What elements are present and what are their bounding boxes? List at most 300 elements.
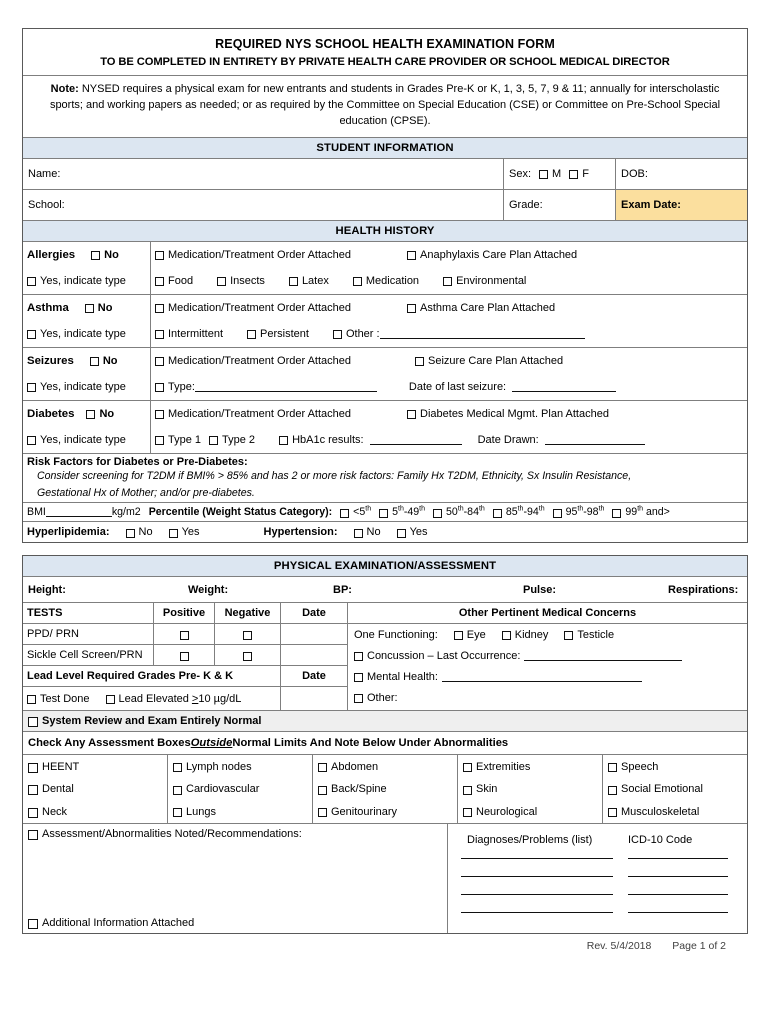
asthma-med-order-option[interactable] (155, 302, 351, 314)
mental-health-option[interactable] (354, 671, 438, 683)
assessment-item-label: Genitourinary (331, 805, 398, 818)
diagnosis-input[interactable] (453, 858, 628, 859)
checkbox-icon[interactable] (279, 436, 288, 445)
icd-input[interactable] (628, 912, 742, 913)
allergy-type-label: Food (168, 274, 194, 287)
allergies-label: Allergies (27, 248, 76, 261)
percentile-option-label: 5th-49th (392, 505, 426, 519)
seizures-label: Seizures (27, 354, 74, 367)
asthma-other-input[interactable] (380, 329, 585, 339)
page-footer (22, 940, 748, 952)
diagnoses-header (453, 828, 742, 846)
percentile-option-label: 85th-94th (505, 505, 545, 519)
note-text: NYSED requires a physical exam for new entrants and students in Grades Pre-K or K, 1, 3, 5, 7, 9 & 11; annually for interscholastic sports; and working papers as needed; or as required by the Committee on Special Education (CSE) or Committee on Pre-School Special education (CPSE). (49, 83, 721, 127)
diabetes-details (151, 427, 747, 453)
page-subtitle: TO BE COMPLETED IN ENTIRETY BY PRIVATE HEALTH CARE PROVIDER OR SCHOOL MEDICAL DIRECTOR (100, 56, 670, 68)
checkbox-icon[interactable] (173, 786, 182, 795)
dob-field[interactable] (615, 159, 747, 189)
seizures-care-plan-option[interactable] (415, 355, 563, 367)
asthma-yes-label: Yes, indicate type (40, 327, 126, 340)
positive-col-header: Positive (154, 603, 215, 623)
checkbox-icon[interactable] (28, 808, 38, 818)
diabetes-yes-option[interactable] (23, 427, 150, 453)
checkbox-icon[interactable] (433, 509, 442, 518)
risk-factors-heading: Risk Factors for Diabetes or Pre-Diabetes: (27, 455, 248, 468)
checkbox-icon[interactable] (443, 277, 452, 286)
checkbox-icon[interactable] (90, 357, 99, 366)
seizures-no-label: No (102, 354, 118, 367)
checkbox-icon[interactable] (173, 808, 182, 817)
check-any-emphasis: Outside (190, 737, 233, 750)
bmi-label: BMI (27, 506, 46, 519)
icd-code-label: ICD-10 Code (628, 833, 693, 846)
checkbox-icon[interactable] (28, 763, 38, 773)
percentile-label: Percentile (Weight Status Category): (148, 506, 333, 519)
diagnoses-box (448, 824, 747, 933)
asthma-no-label: No (97, 301, 113, 314)
checkbox-icon[interactable] (608, 763, 617, 772)
assessment-column (313, 755, 458, 823)
concussion-input[interactable] (524, 651, 682, 661)
seizure-type-option[interactable] (155, 381, 195, 393)
percentile-option[interactable] (612, 506, 669, 518)
seizures-section (23, 347, 747, 400)
assessment-column (603, 755, 747, 823)
system-review-row[interactable] (23, 710, 747, 732)
one-functioning-kidney-option[interactable] (502, 629, 549, 641)
checkbox-icon[interactable] (106, 695, 115, 704)
allergy-type-option[interactable] (443, 275, 526, 287)
checkbox-icon[interactable] (243, 652, 252, 661)
checkbox-icon[interactable] (407, 304, 416, 313)
checkbox-icon[interactable] (27, 436, 36, 445)
checkbox-icon[interactable] (354, 529, 363, 538)
allergy-type-option[interactable] (217, 275, 265, 287)
checkbox-icon[interactable] (28, 785, 38, 795)
allergies-care-plan-option[interactable] (407, 249, 577, 261)
assessment-item[interactable] (313, 778, 457, 801)
assessment-item[interactable] (603, 800, 747, 823)
sex-male-label: M (552, 167, 562, 180)
negative-col-header: Negative (215, 603, 281, 623)
allergies-med-order-option[interactable] (155, 249, 351, 261)
diabetes-row-label (23, 401, 150, 427)
exam-date-field[interactable] (615, 190, 747, 220)
checkbox-icon[interactable] (354, 694, 363, 703)
dob-label: DOB: (621, 167, 648, 180)
height-field[interactable]: Height: (28, 583, 66, 596)
additional-info-label: Additional Information Attached (42, 916, 195, 929)
checkbox-icon[interactable] (493, 509, 502, 518)
diabetes-type1-option[interactable] (155, 434, 201, 446)
diabetes-no-label: No (99, 407, 115, 420)
risk-factors-section (23, 453, 747, 503)
hypertension-yes-label: Yes (409, 526, 428, 539)
test-positive-cell[interactable] (154, 645, 215, 665)
lead-level-header-row (23, 666, 347, 687)
checkbox-icon[interactable] (608, 808, 617, 817)
name-field[interactable] (23, 159, 503, 189)
checkbox-icon[interactable] (28, 717, 38, 727)
hypertension-label: Hypertension: (263, 526, 338, 539)
mental-health-input[interactable] (442, 672, 642, 682)
tests-table (23, 603, 348, 710)
health-examination-form (22, 28, 748, 543)
last-seizure-input[interactable] (512, 382, 616, 392)
checkbox-icon[interactable] (28, 919, 38, 929)
percentile-option[interactable] (379, 506, 425, 518)
test-negative-cell[interactable] (215, 624, 281, 644)
allergies-row-label (23, 242, 150, 268)
checkbox-icon[interactable] (27, 330, 36, 339)
hyperlipidemia-yes-label: Yes (181, 526, 200, 539)
one-functioning-eye-option[interactable] (454, 629, 486, 641)
percentile-option[interactable] (340, 506, 371, 518)
other-concern-row (348, 687, 747, 708)
diabetes-yes-label: Yes, indicate type (40, 433, 126, 446)
allergy-type-label: Insects (230, 274, 265, 287)
assessment-item[interactable] (168, 800, 312, 823)
allergies-yes-label: Yes, indicate type (40, 274, 126, 287)
diabetes-no-option[interactable] (86, 408, 114, 420)
checkbox-icon[interactable] (353, 277, 362, 286)
diagnosis-input[interactable] (453, 912, 628, 913)
assessment-item[interactable] (458, 755, 602, 778)
checkbox-icon[interactable] (180, 652, 189, 661)
percentile-option[interactable] (553, 506, 605, 518)
asthma-section (23, 294, 747, 347)
respirations-field[interactable]: Respirations: (668, 583, 739, 596)
test-name: Sickle Cell Screen/PRN (23, 645, 154, 665)
hba1c-option[interactable] (279, 434, 364, 446)
diagnosis-input[interactable] (453, 876, 628, 877)
asthma-attachments (151, 295, 747, 321)
checkbox-icon[interactable] (155, 251, 164, 260)
allergy-type-label: Latex (301, 274, 329, 287)
hyperlipidemia-no-label: No (138, 526, 153, 539)
table-row (23, 645, 347, 666)
icd-input[interactable] (628, 876, 742, 877)
checkbox-icon[interactable] (454, 631, 463, 640)
diagnoses-lines (453, 858, 742, 913)
assessment-item-label: Lymph nodes (186, 760, 252, 773)
bmi-input[interactable] (46, 507, 112, 517)
allergy-type-label: Environmental (456, 274, 527, 287)
allergy-type-option[interactable] (289, 275, 329, 287)
sex-female-option[interactable] (569, 168, 589, 180)
seizure-type-input[interactable] (195, 382, 377, 392)
one-functioning-testicle-label: Testicle (577, 628, 615, 641)
seizures-yes-label: Yes, indicate type (40, 380, 126, 393)
weight-field[interactable]: Weight: (188, 583, 229, 596)
asthma-type-option[interactable] (155, 328, 223, 340)
lead-date-header: Date (302, 670, 326, 683)
diagnosis-input[interactable] (453, 894, 628, 895)
lead-elevated-option[interactable] (106, 693, 242, 705)
assessment-item-label: Neurological (476, 805, 538, 818)
assessment-item[interactable] (313, 755, 457, 778)
asthma-care-plan-option[interactable] (407, 302, 555, 314)
test-negative-cell[interactable] (215, 645, 281, 665)
checkbox-icon[interactable] (564, 631, 573, 640)
check-any-pre: Check Any Assessment Boxes (28, 737, 191, 750)
icd-input[interactable] (628, 858, 742, 859)
lead-elevated-label: Lead Elevated >10 µg/dL (118, 692, 242, 705)
section-gap (22, 543, 748, 555)
allergy-type-option[interactable] (155, 275, 193, 287)
hyperlipidemia-label: Hyperlipidemia: (27, 526, 110, 539)
assessment-item-label: Dental (42, 783, 74, 796)
assessment-column (23, 755, 168, 823)
grade-field[interactable] (503, 190, 615, 220)
concussion-option[interactable] (354, 650, 520, 662)
checkbox-icon[interactable] (463, 808, 472, 817)
other-concerns-panel (348, 603, 747, 710)
health-history-banner: HEALTH HISTORY (23, 220, 747, 242)
checkbox-icon[interactable] (569, 170, 578, 179)
assessment-item-label: Abdomen (331, 760, 379, 773)
percentile-option[interactable] (433, 506, 485, 518)
tests-and-concerns (23, 603, 747, 710)
checkbox-icon[interactable] (28, 830, 38, 840)
diagnoses-label: Diagnoses/Problems (list) (467, 833, 593, 846)
checkbox-icon[interactable] (553, 509, 562, 518)
checkbox-icon[interactable] (318, 763, 327, 772)
bmi-units: kg/m2 (111, 506, 141, 519)
form-note (23, 75, 747, 137)
asthma-med-order-label: Medication/Treatment Order Attached (168, 301, 352, 314)
asthma-type-option[interactable] (247, 328, 309, 340)
checkbox-icon[interactable] (91, 251, 100, 260)
sex-field[interactable] (503, 159, 615, 189)
hypertension-no-option[interactable] (354, 526, 381, 538)
checkbox-icon[interactable] (612, 509, 621, 518)
diagnoses-line (453, 894, 742, 895)
checkbox-icon[interactable] (155, 357, 164, 366)
diabetes-type2-option[interactable] (209, 434, 255, 446)
date-col-header: Date (302, 607, 326, 620)
assessment-notes-label: Assessment/Abnormalities Noted/Recommendations: (42, 827, 302, 840)
allergy-type-option[interactable] (353, 275, 419, 287)
seizures-attachments (151, 348, 747, 374)
checkbox-icon[interactable] (340, 509, 349, 518)
assessment-item[interactable] (458, 800, 602, 823)
assessment-column (458, 755, 603, 823)
asthma-care-plan-label: Asthma Care Plan Attached (420, 301, 556, 314)
checkbox-icon[interactable] (463, 763, 472, 772)
lead-date-cell[interactable] (281, 687, 347, 710)
asthma-types (151, 321, 747, 347)
checkbox-icon[interactable] (27, 695, 36, 704)
test-name: PPD/ PRN (23, 624, 154, 644)
assessment-notes-box[interactable] (23, 824, 448, 933)
assessment-item[interactable] (168, 755, 312, 778)
checkbox-icon[interactable] (155, 383, 164, 392)
allergies-no-label: No (104, 248, 119, 261)
assessment-item-label: Back/Spine (331, 783, 387, 796)
page-number: Page 1 of 2 (672, 939, 726, 952)
checkbox-icon[interactable] (463, 786, 472, 795)
allergies-types (151, 268, 747, 294)
checkbox-icon[interactable] (354, 673, 363, 682)
assessment-column (168, 755, 313, 823)
checkbox-icon[interactable] (173, 763, 182, 772)
hypertension-no-label: No (366, 526, 381, 539)
checkbox-icon[interactable] (318, 808, 327, 817)
bp-field[interactable]: BP: (333, 583, 352, 596)
other-concerns-header: Other Pertinent Medical Concerns (348, 603, 747, 624)
diagnoses-line (453, 858, 742, 859)
checkbox-icon[interactable] (155, 410, 164, 419)
assessment-grid (23, 754, 747, 823)
one-functioning-testicle-option[interactable] (564, 629, 614, 641)
one-functioning-kidney-label: Kidney (514, 628, 549, 641)
diagnoses-line (453, 876, 742, 877)
test-date-cell[interactable] (281, 645, 347, 665)
asthma-row-label (23, 295, 150, 321)
school-field[interactable] (23, 190, 503, 220)
assessment-item[interactable] (603, 755, 747, 778)
date-drawn-input[interactable] (545, 435, 645, 445)
checkbox-icon[interactable] (155, 330, 164, 339)
hyperlipidemia-yes-option[interactable] (169, 526, 200, 538)
assessment-item-label: Social Emotional (621, 783, 703, 796)
lead-level-row (23, 687, 347, 710)
assessment-item-label: Neck (42, 805, 68, 818)
mental-health-row (348, 666, 747, 687)
grade-label: Grade: (509, 198, 543, 211)
hyperlipidemia-hypertension-row (23, 521, 747, 542)
system-review-label: System Review and Exam Entirely Normal (42, 715, 262, 728)
test-positive-cell[interactable] (154, 624, 215, 644)
checkbox-icon[interactable] (243, 631, 252, 640)
checkbox-icon[interactable] (247, 330, 256, 339)
checkbox-icon[interactable] (415, 357, 424, 366)
additional-info-option[interactable] (28, 917, 194, 929)
seizures-care-plan-label: Seizure Care Plan Attached (428, 354, 564, 367)
seizures-med-order-option[interactable] (155, 355, 351, 367)
assessment-item[interactable] (23, 755, 167, 778)
assessment-item[interactable] (23, 800, 167, 823)
diabetes-med-order-option[interactable] (155, 408, 351, 420)
percentile-option-label: <5th (353, 505, 372, 519)
checkbox-icon[interactable] (217, 277, 226, 286)
student-information-banner: STUDENT INFORMATION (23, 137, 747, 159)
assessment-item-label: Lungs (186, 805, 216, 818)
checkbox-icon[interactable] (397, 529, 406, 538)
checkbox-icon[interactable] (407, 251, 416, 260)
checkbox-icon[interactable] (180, 631, 189, 640)
assessment-item[interactable] (168, 778, 312, 801)
other-concern-option[interactable] (354, 692, 398, 704)
hypertension-yes-option[interactable] (397, 526, 428, 538)
asthma-other-label: Other : (345, 327, 380, 340)
asthma-type-label: Intermittent (168, 327, 224, 340)
diabetes-med-order-label: Medication/Treatment Order Attached (168, 407, 352, 420)
percentile-option[interactable] (493, 506, 545, 518)
checkbox-icon[interactable] (502, 631, 511, 640)
checkbox-icon[interactable] (407, 410, 416, 419)
checkbox-icon[interactable] (155, 277, 164, 286)
test-date-cell[interactable] (281, 624, 347, 644)
checkbox-icon[interactable] (354, 652, 363, 661)
checkbox-icon[interactable] (539, 170, 548, 179)
vitals-row (23, 577, 747, 603)
date-drawn-label: Date Drawn: (477, 433, 539, 446)
check-any-post: Normal Limits And Note Below Under Abnormalities (232, 737, 509, 750)
sex-male-option[interactable] (539, 168, 561, 180)
percentile-option-label: 99th and> (625, 505, 670, 519)
checkbox-icon[interactable] (155, 436, 164, 445)
pulse-field[interactable]: Pulse: (523, 583, 557, 596)
asthma-label: Asthma (27, 301, 69, 314)
checkbox-icon[interactable] (27, 383, 36, 392)
diabetes-attachments (151, 401, 747, 427)
form-title-block (23, 29, 747, 75)
one-functioning-label: One Functioning: (354, 628, 438, 641)
hba1c-input[interactable] (370, 435, 462, 445)
exam-date-label: Exam Date: (621, 198, 681, 211)
diabetes-plan-option[interactable] (407, 408, 609, 420)
student-school-row (23, 189, 747, 220)
percentile-option-label: 50th-84th (446, 505, 485, 519)
asthma-no-option[interactable] (85, 302, 113, 314)
checkbox-icon[interactable] (608, 786, 617, 795)
note-label: Note: (50, 83, 79, 95)
asthma-other-option[interactable] (333, 328, 380, 340)
assessment-notes-header (28, 828, 442, 840)
checkbox-icon[interactable] (155, 304, 164, 313)
assessment-item-label: Skin (476, 783, 498, 796)
assessment-item[interactable] (603, 778, 747, 801)
checkbox-icon[interactable] (333, 330, 342, 339)
assessment-item[interactable] (313, 800, 457, 823)
allergies-no-option[interactable] (91, 249, 119, 261)
allergies-section (23, 242, 747, 294)
asthma-yes-option[interactable] (23, 321, 150, 347)
diabetes-section (23, 400, 747, 453)
lead-test-done-option[interactable] (27, 693, 90, 705)
checkbox-icon[interactable] (289, 277, 298, 286)
concussion-row (348, 645, 747, 666)
seizures-no-option[interactable] (90, 355, 118, 367)
other-concern-label: Other: (367, 691, 398, 704)
checkbox-icon[interactable] (379, 509, 388, 518)
assessment-item[interactable] (458, 778, 602, 801)
risk-factors-line1: Consider screening for T2DM if BMI% > 85% and has 2 or more risk factors: Family Hx T2DM, Ethnicity, Sx Insulin Resistance, (37, 469, 632, 482)
allergies-yes-option[interactable] (23, 268, 150, 294)
checkbox-icon[interactable] (85, 304, 94, 313)
seizures-yes-option[interactable] (23, 374, 150, 400)
sex-label: Sex: (509, 167, 532, 180)
icd-input[interactable] (628, 894, 742, 895)
tests-header-row (23, 603, 347, 624)
checkbox-icon[interactable] (318, 786, 327, 795)
assessment-item-label: HEENT (42, 760, 80, 773)
assessment-item-label: Cardiovascular (186, 783, 260, 796)
table-row (23, 624, 347, 645)
checkbox-icon[interactable] (27, 277, 36, 286)
one-functioning-row (348, 624, 747, 645)
checkbox-icon[interactable] (86, 410, 95, 419)
checkbox-icon[interactable] (126, 529, 135, 538)
lead-level-options (23, 687, 281, 710)
checkbox-icon[interactable] (209, 436, 218, 445)
checkbox-icon[interactable] (169, 529, 178, 538)
assessment-item[interactable] (23, 778, 167, 801)
diagnoses-line (453, 912, 742, 913)
hyperlipidemia-no-option[interactable] (126, 526, 153, 538)
